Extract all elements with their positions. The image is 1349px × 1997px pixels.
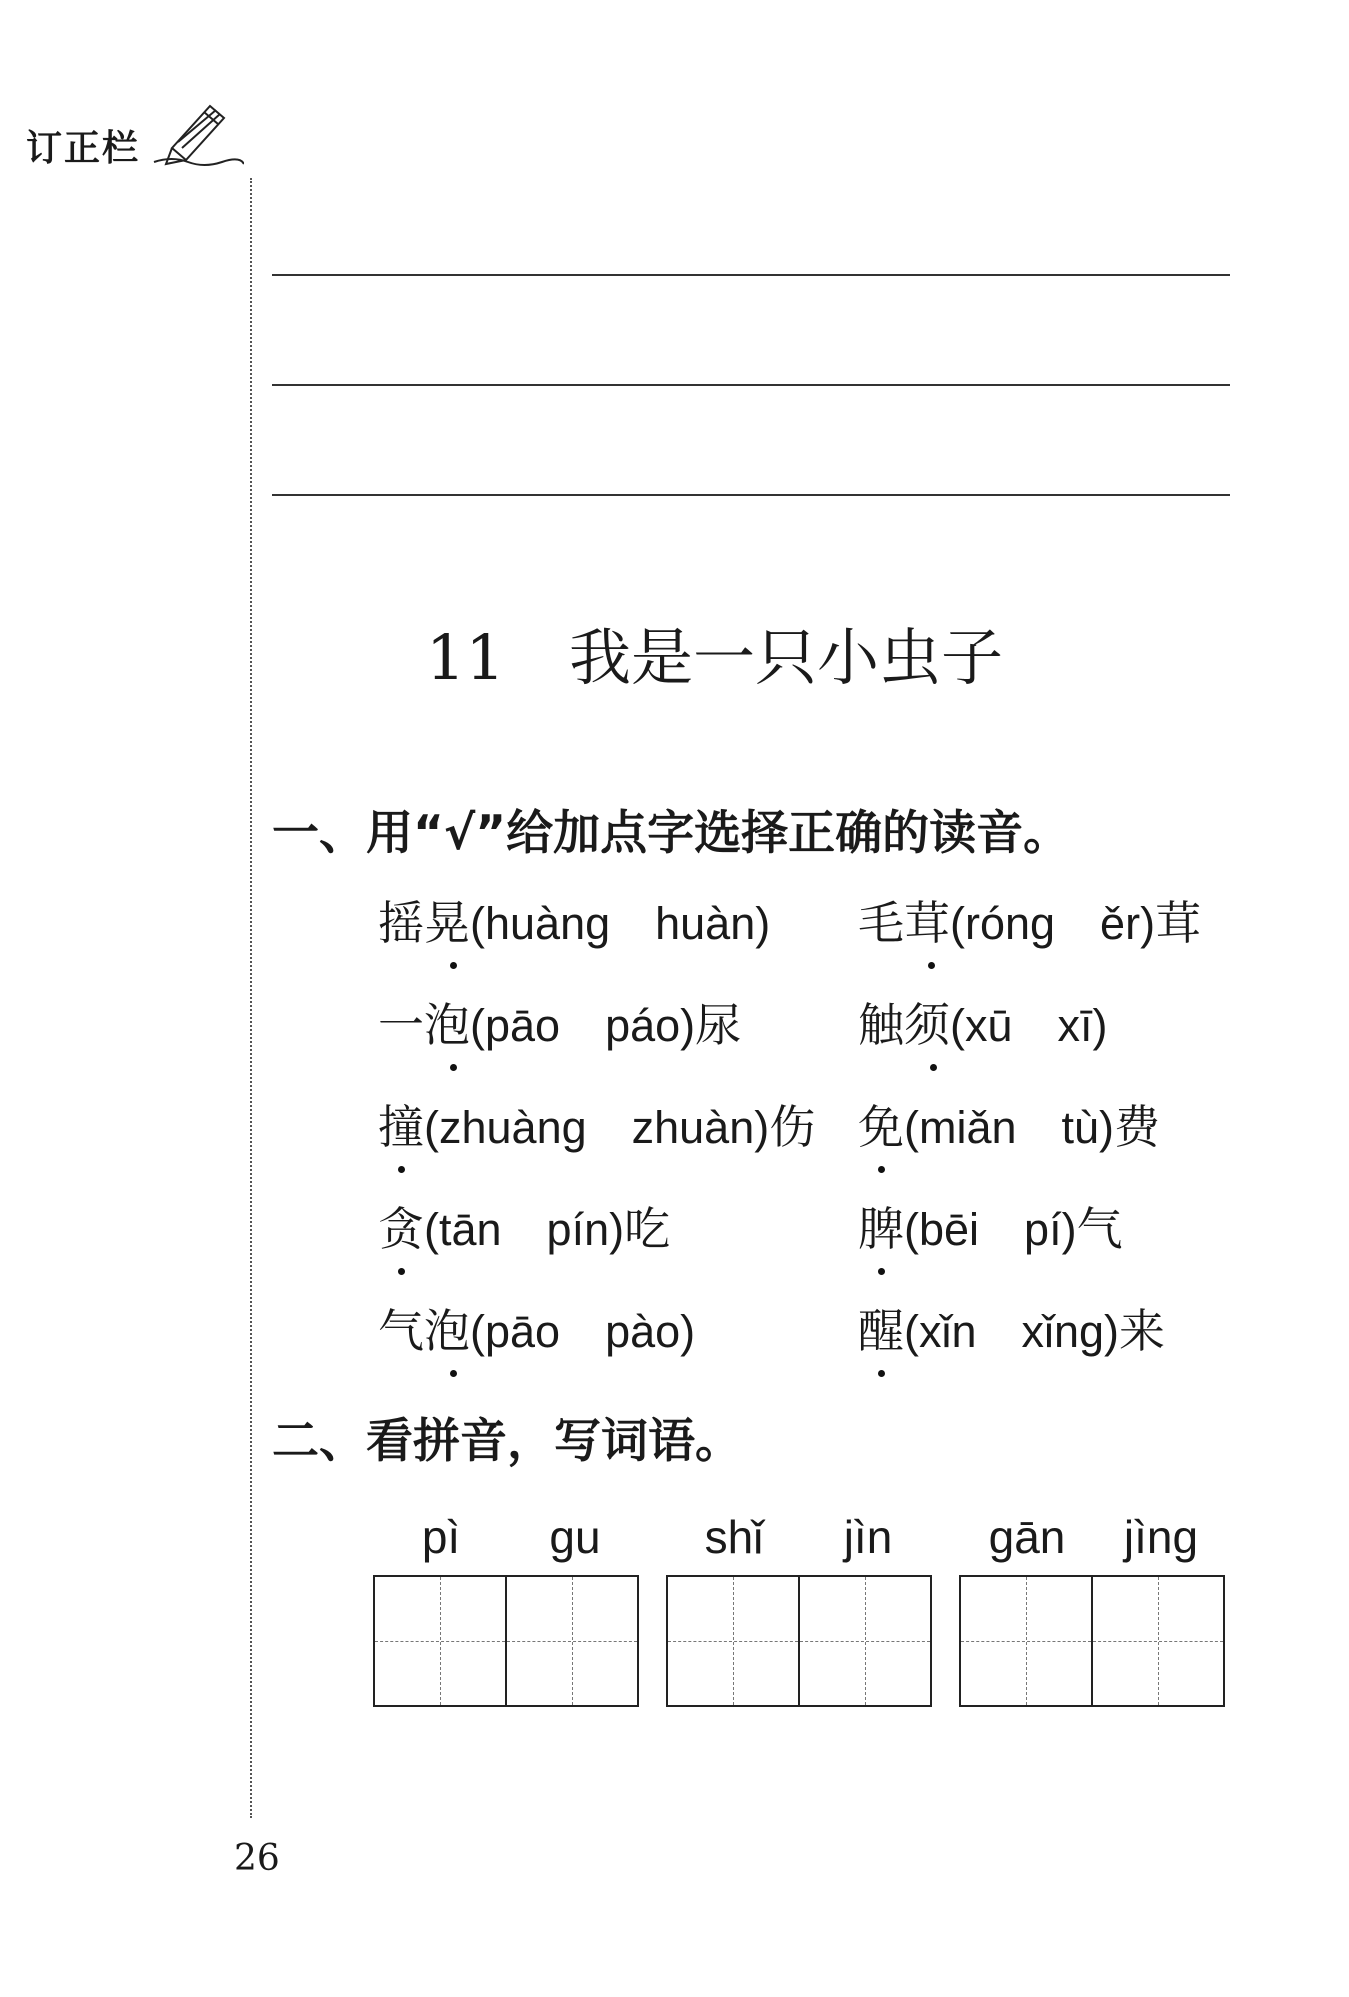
writing-grid-3	[959, 1575, 1225, 1707]
pencil-icon	[152, 98, 244, 168]
page-number: 26	[234, 1838, 280, 1879]
writing-line-2	[272, 384, 1230, 386]
pinyin-shi: shǐ	[704, 1511, 764, 1563]
emphasis-dot	[930, 1064, 937, 1071]
reading-item-5: 撞(zhuàng zhuàn)伤	[378, 1100, 816, 1154]
reading-item-2: 毛茸(róng ěr)茸	[858, 896, 1202, 950]
writing-cell[interactable]	[800, 1577, 930, 1705]
writing-line-1	[272, 274, 1230, 276]
pinyin-pi: pì	[421, 1511, 461, 1563]
emphasis-dot	[878, 1268, 885, 1275]
reading-item-1: 摇晃(huàng huàn)	[378, 896, 771, 950]
writing-cell[interactable]	[507, 1577, 637, 1705]
writing-cell[interactable]	[1093, 1577, 1223, 1705]
lesson-number: 11	[426, 621, 505, 694]
pinyin-gu: gu	[549, 1511, 601, 1563]
emphasis-dot	[878, 1166, 885, 1173]
reading-item-7: 贪(tān pín)吃	[378, 1202, 671, 1256]
writing-cell[interactable]	[668, 1577, 800, 1705]
writing-grid-1	[373, 1575, 639, 1707]
lesson-name: 我是一只小虫子	[568, 621, 1003, 694]
writing-grid-2	[666, 1575, 932, 1707]
reading-item-10: 醒(xǐn xǐng)来	[858, 1304, 1166, 1358]
emphasis-dot	[878, 1370, 885, 1377]
emphasis-dot	[928, 962, 935, 969]
writing-cell[interactable]	[961, 1577, 1093, 1705]
emphasis-dot	[450, 1370, 457, 1377]
writing-line-3	[272, 494, 1230, 496]
emphasis-dot	[398, 1166, 405, 1173]
emphasis-dot	[450, 1064, 457, 1071]
lesson-title	[0, 608, 1349, 697]
pinyin-gan: gān	[988, 1511, 1066, 1563]
reading-item-3: 一泡(pāo páo)尿	[378, 998, 742, 1052]
reading-item-4: 触须(xū xī)	[858, 998, 1108, 1052]
reading-item-9: 气泡(pāo pào)	[378, 1304, 696, 1358]
reading-item-6: 免(miǎn tù)费	[858, 1100, 1161, 1154]
correction-column-label: 订正栏	[26, 128, 141, 169]
writing-cell[interactable]	[375, 1577, 507, 1705]
section1-heading: 一、用“√”给加点字选择正确的读音。	[272, 806, 1071, 861]
pinyin-jing: jìng	[1123, 1511, 1199, 1563]
emphasis-dot	[398, 1268, 405, 1275]
section2-heading: 二、看拼音，写词语。	[272, 1414, 742, 1469]
margin-dotted-line	[250, 178, 252, 1818]
reading-item-8: 脾(bēi pí)气	[858, 1202, 1123, 1256]
pinyin-jin: jìn	[843, 1511, 893, 1563]
emphasis-dot	[450, 962, 457, 969]
